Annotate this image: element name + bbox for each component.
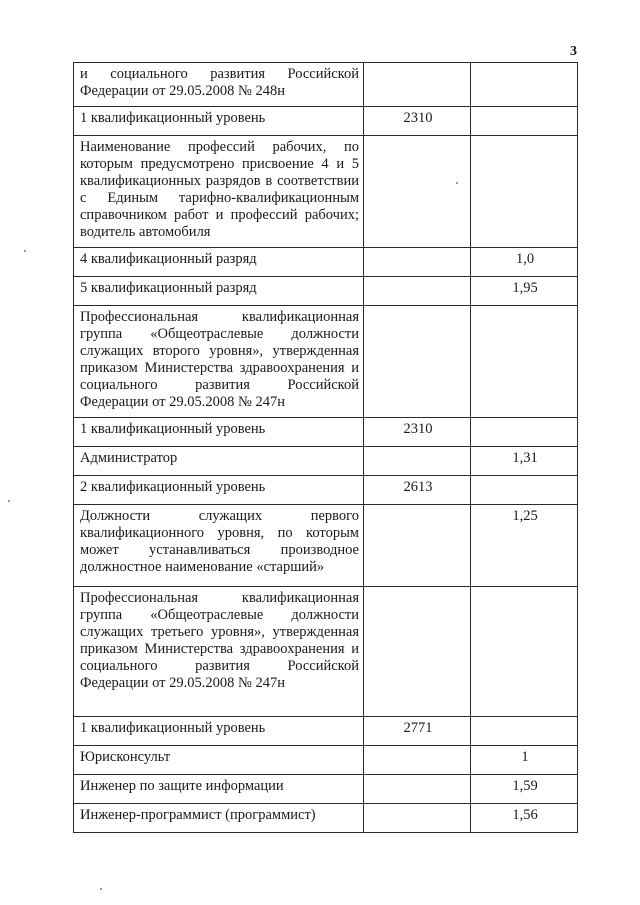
- coefficient-cell: [471, 476, 578, 505]
- position-name-cell: 2 квалификационный уровень: [74, 476, 364, 505]
- salary-cell: [364, 63, 471, 107]
- position-name-cell: 1 квалификационный уровень: [74, 418, 364, 447]
- salary-cell: [364, 306, 471, 418]
- table-row: [74, 717, 578, 746]
- table-row: [74, 107, 578, 136]
- salary-cell: [364, 277, 471, 306]
- table-row: [74, 476, 578, 505]
- coefficient-cell: [471, 418, 578, 447]
- position-name-cell: 1 квалификационный уровень: [74, 107, 364, 136]
- table-row: [74, 505, 578, 587]
- salary-cell: [364, 447, 471, 476]
- table-row: [74, 63, 578, 107]
- salary-cell: [364, 746, 471, 775]
- salary-cell: [364, 587, 471, 717]
- position-name-cell: 1 квалификационный уровень: [74, 717, 364, 746]
- salary-cell: [364, 505, 471, 587]
- salary-cell: [364, 248, 471, 277]
- table-row: [74, 447, 578, 476]
- position-name-cell: Администратор: [74, 447, 364, 476]
- position-name-cell: Должности служащих первого квалификационного уровня, по которым может устанавливаться производное должностное наименование «старший»: [74, 505, 364, 587]
- table-row: [74, 136, 578, 248]
- position-name-cell: Наименование профессий рабочих, по которым предусмотрено присвоение 4 и 5 квалификационных разрядов в соответствии с Единым тарифно-квалификационным справочником работ и профессий рабочих; водитель автомобиля: [74, 136, 364, 248]
- salary-cell: [364, 775, 471, 804]
- scan-speck: [24, 250, 26, 252]
- scan-speck: [100, 888, 102, 890]
- scan-speck: [8, 500, 10, 502]
- salary-cell: [364, 136, 471, 248]
- coefficient-cell: 1,0: [471, 248, 578, 277]
- table-row: [74, 587, 578, 717]
- salary-cell: 2613: [364, 476, 471, 505]
- position-name-cell: и социального развития Российской Федерации от 29.05.2008 № 248н: [74, 63, 364, 107]
- coefficient-cell: [471, 717, 578, 746]
- table-row: [74, 306, 578, 418]
- position-name-cell: Инженер по защите информации: [74, 775, 364, 804]
- scan-speck: [456, 182, 458, 184]
- table-row: [74, 775, 578, 804]
- position-name-cell: Профессиональная квалификационная группа «Общеотраслевые должности служащих третьего уровня», утвержденная приказом Министерства здравоохранения и социального развития Российской Федерации от 29.05.2008 № 247н: [74, 587, 364, 717]
- coefficient-cell: [471, 63, 578, 107]
- position-name-cell: 4 квалификационный разряд: [74, 248, 364, 277]
- coefficient-cell: 1,95: [471, 277, 578, 306]
- coefficient-cell: 1,59: [471, 775, 578, 804]
- table-row: [74, 277, 578, 306]
- table-row: [74, 746, 578, 775]
- coefficient-cell: 1,25: [471, 505, 578, 587]
- coefficient-cell: [471, 306, 578, 418]
- coefficient-cell: [471, 587, 578, 717]
- coefficient-cell: 1: [471, 746, 578, 775]
- table-row: [74, 804, 578, 833]
- coefficient-cell: 1,56: [471, 804, 578, 833]
- salary-cell: 2771: [364, 717, 471, 746]
- page-number: 3: [570, 44, 577, 59]
- coefficient-cell: 1,31: [471, 447, 578, 476]
- coefficient-cell: [471, 136, 578, 248]
- position-name-cell: Профессиональная квалификационная группа «Общеотраслевые должности служащих второго уровня», утвержденная приказом Министерства здравоохранения и социального развития Российской Федерации от 29.05.2008 № 247н: [74, 306, 364, 418]
- position-name-cell: 5 квалификационный разряд: [74, 277, 364, 306]
- salary-cell: [364, 804, 471, 833]
- table-row: [74, 418, 578, 447]
- table-row: [74, 248, 578, 277]
- salary-cell: 2310: [364, 107, 471, 136]
- salary-table: [73, 62, 578, 833]
- position-name-cell: Юрисконсульт: [74, 746, 364, 775]
- coefficient-cell: [471, 107, 578, 136]
- position-name-cell: Инженер-программист (программист): [74, 804, 364, 833]
- salary-cell: 2310: [364, 418, 471, 447]
